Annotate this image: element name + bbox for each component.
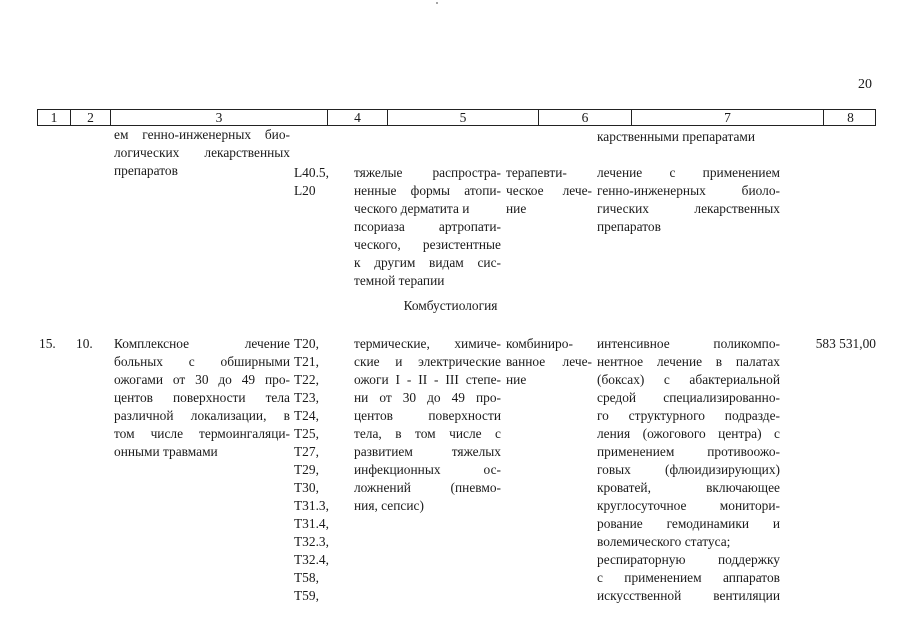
cost-value: 583 531,00 <box>815 336 876 351</box>
text-line: терапевти- <box>506 165 567 180</box>
text-line: Т30, <box>294 480 319 495</box>
text-line: ские и электрические <box>354 354 501 369</box>
row-subnumber: 10. <box>76 336 93 351</box>
text-line: L20 <box>294 183 316 198</box>
header-cell-6: 6 <box>538 110 631 125</box>
text-line: ние <box>506 201 527 216</box>
text-line: карственными препаратами <box>597 129 756 144</box>
text-line: ления (ожогового центра) с <box>597 426 780 441</box>
text-line: Т58, <box>294 570 319 585</box>
text-line: средой специализированно- <box>597 390 780 405</box>
header-cell-5: 5 <box>387 110 538 125</box>
text-line: ческого дерматита и <box>354 201 470 216</box>
text-line: термические, химиче- <box>354 336 501 351</box>
text-line: Комплексное лечение <box>114 336 290 351</box>
text-line: ческого, резистентные <box>354 237 501 252</box>
text-line: ние <box>506 372 527 387</box>
text-line: тяжелые распростра- <box>354 165 501 180</box>
header-cell-4: 4 <box>327 110 387 125</box>
text-line: центов поверхности тела <box>114 390 290 405</box>
text-line: Т22, <box>294 372 319 387</box>
text-line: Т59, <box>294 588 319 603</box>
text-line: больных с обширными <box>114 354 290 369</box>
text-line: ния, сепсис) <box>354 498 424 513</box>
treatment-method <box>597 335 780 605</box>
text-line: Т27, <box>294 444 319 459</box>
text-line: темной терапии <box>354 273 445 288</box>
text-line: логических лекарственных <box>114 145 290 160</box>
cont-method-name <box>114 126 290 180</box>
text-line: ложнений (пневмо- <box>354 480 501 495</box>
text-line: с применением аппаратов <box>597 570 780 585</box>
text-line: ческое лече- <box>506 183 592 198</box>
header-cell-3: 3 <box>110 110 327 125</box>
header-cell-8: 8 <box>823 110 877 125</box>
text-line: круглосуточное монитори- <box>597 498 780 513</box>
text-line: (боксах) с абактериальной <box>597 372 780 387</box>
text-line: ем генно-инженерных био- <box>114 127 290 142</box>
text-line: препаратов <box>597 219 661 234</box>
text-line: гических лекарственных <box>597 201 780 216</box>
cont-method-top <box>597 128 780 146</box>
text-line: Т20, <box>294 336 319 351</box>
text-line: онными травмами <box>114 444 218 459</box>
table-header-row <box>37 109 876 126</box>
text-line: комбиниро- <box>506 336 573 351</box>
text-line: Т24, <box>294 408 319 423</box>
header-cell-7: 7 <box>631 110 823 125</box>
page-number: 20 <box>858 77 872 92</box>
text-line: Т25, <box>294 426 319 441</box>
text-line: рование гемодинамики и <box>597 516 780 531</box>
text-line: препаратов <box>114 163 178 178</box>
text-line: Т23, <box>294 390 319 405</box>
text-line: го структурного подразде- <box>597 408 780 423</box>
text-line: ожоги I - II - III степе- <box>354 372 501 387</box>
icd-codes <box>294 335 340 605</box>
scan-speck <box>436 2 438 4</box>
cont-patient-model <box>354 164 501 290</box>
text-line: L40.5, <box>294 165 329 180</box>
text-line: инфекционных ос- <box>354 462 501 477</box>
row-number: 15. <box>39 336 56 351</box>
cont-treatment-method <box>597 164 780 236</box>
text-line: Т32.4, <box>294 552 329 567</box>
text-line: к другим видам сис- <box>354 255 501 270</box>
method-name <box>114 335 290 461</box>
text-line: Т21, <box>294 354 319 369</box>
text-line: различной локализации, в <box>114 408 290 423</box>
text-line: кроватей, включающее <box>597 480 780 495</box>
text-line: Т31.4, <box>294 516 329 531</box>
text-line: нентное лечение в палатах <box>597 354 780 369</box>
text-line: ожогами от 30 до 49 про- <box>114 372 290 387</box>
section-title: Комбустиология <box>403 298 498 313</box>
text-line: генно-инженерных биоло- <box>597 183 780 198</box>
text-line: говых (флюидизирующих) <box>597 462 780 477</box>
text-line: искусственной вентиляции <box>597 588 780 603</box>
cont-treatment-type <box>506 164 592 218</box>
text-line: респираторную поддержку <box>597 552 780 567</box>
text-line: центов поверхности <box>354 408 501 423</box>
text-line: ванное лече- <box>506 354 592 369</box>
text-line: ни от 30 до 49 про- <box>354 390 501 405</box>
text-line: интенсивное поликомпо- <box>597 336 780 351</box>
treatment-type <box>506 335 592 389</box>
text-line: ненные формы атопи- <box>354 183 501 198</box>
patient-model <box>354 335 501 515</box>
text-line: псориаза артропати- <box>354 219 501 234</box>
text-line: Т32.3, <box>294 534 329 549</box>
header-cell-2: 2 <box>70 110 110 125</box>
cont-icd-codes <box>294 164 340 200</box>
text-line: волемического статуса; <box>597 534 731 549</box>
text-line: Т31.3, <box>294 498 329 513</box>
text-line: Т29, <box>294 462 319 477</box>
text-line: тела, в том числе с <box>354 426 501 441</box>
header-cell-1: 1 <box>50 110 58 125</box>
text-line: развитием тяжелых <box>354 444 501 459</box>
text-line: том числе термоингаляци- <box>114 426 290 441</box>
text-line: лечение с применением <box>597 165 780 180</box>
text-line: применением противоожо- <box>597 444 780 459</box>
